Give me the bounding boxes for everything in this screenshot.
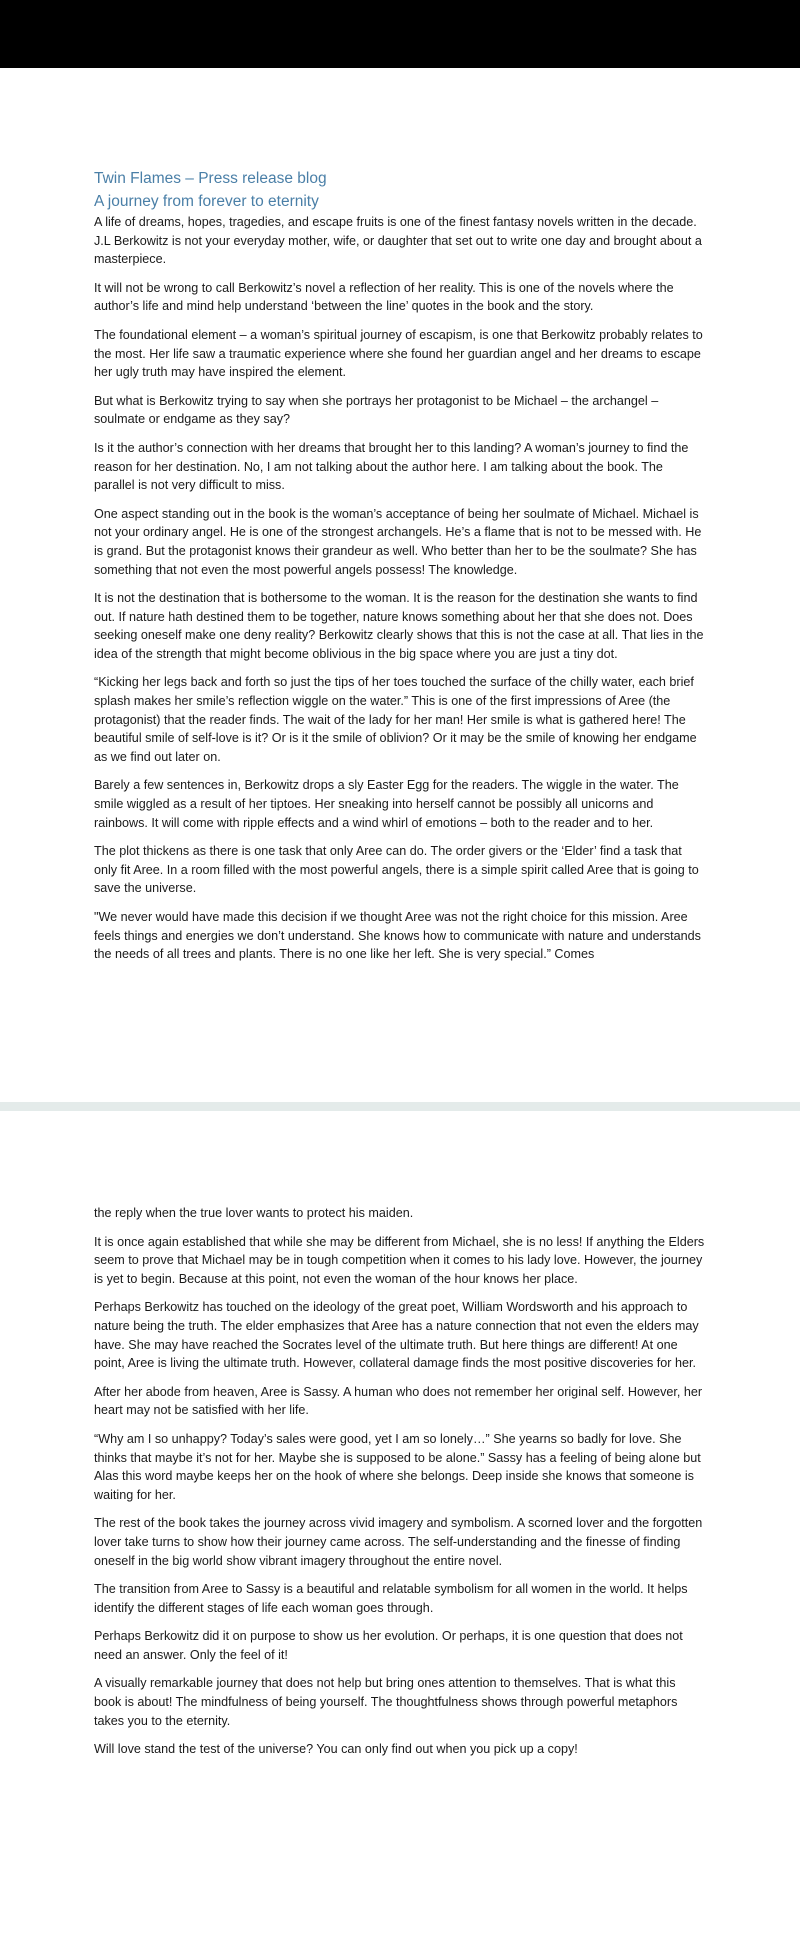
paragraph: After her abode from heaven, Aree is Sassy. A human who does not remember her original self. However, her heart may not be satisfied with her life. bbox=[94, 1384, 703, 1418]
paragraph: A life of dreams, hopes, tragedies, and escape fruits is one of the finest fantasy novels written in the decade. J.L Berkowitz is not your everyday mother, wife, or daughter that set out to write one day and brought about a masterpiece. bbox=[94, 215, 702, 267]
paragraph: One aspect standing out in the book is the woman’s acceptance of being her soulmate of Michael. Michael is not your ordinary angel. He is one of the strongest archangels. He’s a flame that is not to be messed with. He is grand. But the protagonist knows their grandeur as well. Who better than her to be the soulmate? She has something that not even the most powerful angels possess! The knowledge. bbox=[94, 506, 702, 577]
paragraph: The plot thickens as there is one task that only Aree can do. The order givers or the ‘Elder’ find a task that only fit Aree. In a room filled with the most powerful angels, there is a simple spirit called Aree that is going to save the universe. bbox=[94, 844, 699, 896]
paragraph: the reply when the true lover wants to protect his maiden. bbox=[94, 1206, 414, 1220]
paragraph: The transition from Aree to Sassy is a beautiful and relatable symbolism for all women in the world. It helps identify the different stages of life each woman goes through. bbox=[94, 1582, 688, 1615]
paragraph: A visually remarkable journey that does not help but bring ones attention to themselves. That is what this book is about! The mindfulness of being yourself. The thoughtfulness shows through powerful metaphors takes you to the eternity. bbox=[94, 1676, 678, 1728]
paragraph: Perhaps Berkowitz has touched on the ideology of the great poet, William Wordsworth and his approach to nature being the truth. The elder emphasizes that Aree has a nature connection that not even the elders may have. She may have reached the Socrates level of the ultimate truth. But here things are different! At one point, Aree is living the ultimate truth. However, collateral damage finds the most positive discoveries for her. bbox=[94, 1300, 699, 1371]
page-1-content bbox=[94, 167, 706, 974]
paragraph: It will not be wrong to call Berkowitz’s novel a reflection of her reality. This is one of the novels where the author’s life and mind help understand ‘between the line’ quotes in the book and the story. bbox=[94, 280, 674, 314]
paragraph: But what is Berkowitz trying to say when she portrays her protagonist to be Michael – the archangel – soulmate or endgame as they say? bbox=[94, 393, 659, 427]
page-divider bbox=[0, 1102, 800, 1111]
paragraph: The rest of the book takes the journey across vivid imagery and symbolism. A scorned lover and the forgotten lover take turns to show how their journey came across. The self-understanding and the finesse of finding oneself in the big world show vibrant imagery throughout the entire novel. bbox=[94, 1516, 703, 1568]
blog-header: Twin Flames – Press release blog bbox=[94, 170, 327, 187]
paragraph: Will love stand the test of the universe? You can only find out when you pick up a copy! bbox=[94, 1742, 578, 1757]
paragraph: It is not the destination that is bothersome to the woman. It is the reason for the destination she wants to find out. If nature hath destined them to be together, nature knows something about her that she does not. Does seeking oneself make one deny reality? Berkowitz clearly shows that this is not the case at all. That lies in the idea of the strength that might become oblivious in the big space where you are just a tiny dot. bbox=[94, 591, 704, 661]
document-page-2 bbox=[0, 1111, 800, 1955]
article-title: A journey from forever to eternity bbox=[94, 193, 319, 210]
top-black-bar bbox=[0, 0, 800, 68]
paragraph: It is once again established that while she may be different from Michael, she is no less! If anything the Elders seem to prove that Michael may be in tough competition when it comes to his lady love. However, the journey is yet to begin. Because at this point, not even the woman of the hour knows her place. bbox=[94, 1234, 705, 1286]
paragraph: Is it the author’s connection with her dreams that brought her to this landing? A woman’s journey to find the reason for her destination. No, I am not talking about the author here. I am talking about the book. The parallel is not very difficult to miss. bbox=[94, 440, 689, 493]
paragraph: “Why am I so unhappy? Today’s sales were good, yet I am so lonely…” She yearns so badly for love. She thinks that maybe it’s not for her. Maybe she is supposed to be alone.” Sassy has a feeling of being alone but Alas this word maybe keeps her on the hook of where she belongs. Deep inside she knows that someone is waiting for her. bbox=[94, 1431, 701, 1502]
paragraph: “Kicking her legs back and forth so just the tips of her toes touched the surface of the chilly water, each brief splash makes her smile’s reflection wiggle on the water.” This is one of the first impressions of Aree (the protagonist) that the reader finds. The wait of the lady for her man! Her smile is what is gathered here! The beautiful smile of self-love is it? Or is it the smile of oblivion? Or it may be the smile of knowing her endgame as we find out later on. bbox=[94, 675, 697, 764]
paragraph: Perhaps Berkowitz did it on purpose to show us her evolution. Or perhaps, it is one question that does not need an answer. Only the feel of it! bbox=[94, 1629, 683, 1662]
document-page-1 bbox=[0, 68, 800, 1102]
paragraph: The foundational element – a woman’s spiritual journey of escapism, is one that Berkowitz probably relates to the most. Her life saw a traumatic experience where she found her guardian angel and her dreams to escape her ugly truth may have inspired the element. bbox=[94, 327, 703, 380]
page-2-content bbox=[94, 1204, 706, 1769]
paragraph: Barely a few sentences in, Berkowitz drops a sly Easter Egg for the readers. The wiggle in the water. The smile wiggled as a result of her tiptoes. Her sneaking into herself cannot be possibly all unicorns and rainbows. It will come with ripple effects and a wind whirl of emotions – both to the reader and to her. bbox=[94, 778, 679, 830]
paragraph: "We never would have made this decision if we thought Aree was not the right choice for this mission. Aree feels things and energies we don’t understand. She knows how to communicate with nature and understands the needs of all trees and plants. There is no one like her left. She is very special.” Comes bbox=[94, 910, 701, 962]
